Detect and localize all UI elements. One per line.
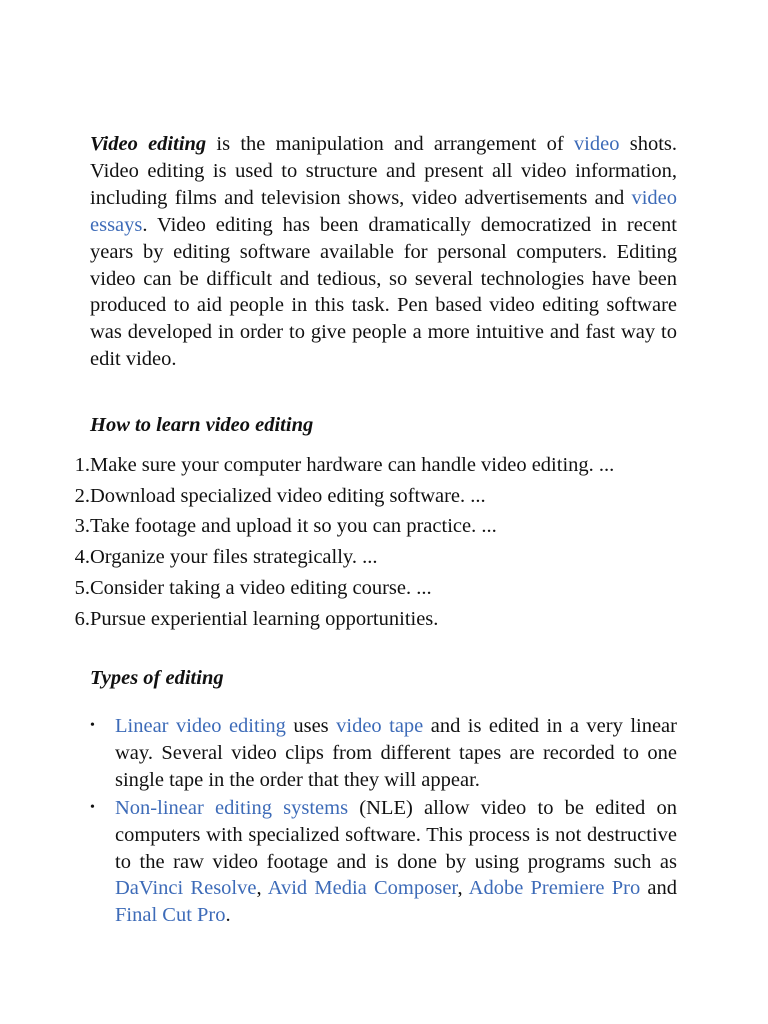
bullet-icon: • — [90, 799, 95, 815]
bullet-icon: • — [90, 718, 95, 733]
list-item-text: Pursue experiential learning opportunities. — [90, 607, 439, 630]
linear-text-2: and is edited in a very linear way. Several video clips from different tapes are recorded to one single tape in the order that they will appear. — [115, 715, 677, 791]
link-avid-media-composer[interactable]: Avid Media Composer — [267, 877, 458, 900]
heading-how-to-learn: How to learn video editing — [90, 414, 314, 436]
list-item — [74, 450, 690, 481]
list-item-nonlinear — [90, 795, 678, 930]
list-item — [74, 573, 690, 604]
intro-text-1: is the manipulation and arrangement of — [206, 133, 574, 155]
types-list — [90, 713, 678, 929]
learn-steps-list — [74, 450, 690, 634]
linear-text-1: uses — [285, 715, 337, 737]
link-non-linear-editing-systems[interactable]: Non-linear editing systems — [115, 796, 349, 819]
list-item-text: Make sure your computer hardware can handle video editing. ... — [90, 454, 615, 476]
list-item — [74, 604, 690, 635]
link-davinci-resolve[interactable]: DaVinci Resolve — [115, 877, 257, 900]
link-video[interactable]: video — [573, 133, 620, 155]
list-item — [74, 481, 690, 512]
list-number: 5. — [74, 576, 90, 599]
list-item-text: Take footage and upload it so you can practice. ... — [90, 515, 497, 538]
nonlinear-text-1: (NLE) allow video to be edited on computers with specialized software. This process is not destructive to the raw video footage and is done by using programs such as — [115, 796, 677, 873]
link-video-essays[interactable]: video essays — [90, 186, 677, 236]
list-item-text: Download specialized video editing software. ... — [90, 484, 486, 507]
link-video-tape[interactable]: video tape — [336, 715, 424, 737]
link-adobe-premiere-pro[interactable]: Adobe Premiere Pro — [468, 877, 641, 900]
list-item — [74, 542, 690, 573]
intro-term: Video editing — [90, 133, 207, 155]
nonlinear-text-2: , — [256, 877, 268, 900]
list-item-linear — [90, 713, 677, 794]
heading-types-of-editing: Types of editing — [90, 667, 224, 689]
nonlinear-text-3: , — [457, 877, 469, 900]
list-item-text: Consider taking a video editing course. ... — [90, 576, 432, 599]
nonlinear-text-5: . — [225, 904, 231, 927]
list-number: 4. — [74, 546, 90, 569]
intro-text-2: shots. Video editing is used to structure and present all video information, including films and television shows, video advertisements and — [90, 133, 677, 209]
link-linear-video-editing[interactable]: Linear video editing — [115, 715, 286, 737]
list-item — [74, 511, 690, 542]
intro-paragraph — [90, 131, 677, 373]
list-number: 3. — [74, 515, 90, 538]
link-final-cut-pro[interactable]: Final Cut Pro — [115, 904, 226, 927]
list-number: 2. — [74, 484, 90, 507]
list-item-text: Organize your files strategically. ... — [90, 546, 378, 569]
nonlinear-text-4: and — [640, 877, 678, 900]
list-number: 1. — [74, 454, 90, 476]
intro-text-3: . Video editing has been dramatically democratized in recent years by editing software available for personal computers. Editing video can be difficult and tedious, so several technologies have been produced to aid people in this task. Pen based video editing software was developed in order to give people a more intuitive and fast way to edit video. — [90, 213, 677, 371]
list-number: 6. — [74, 607, 90, 630]
